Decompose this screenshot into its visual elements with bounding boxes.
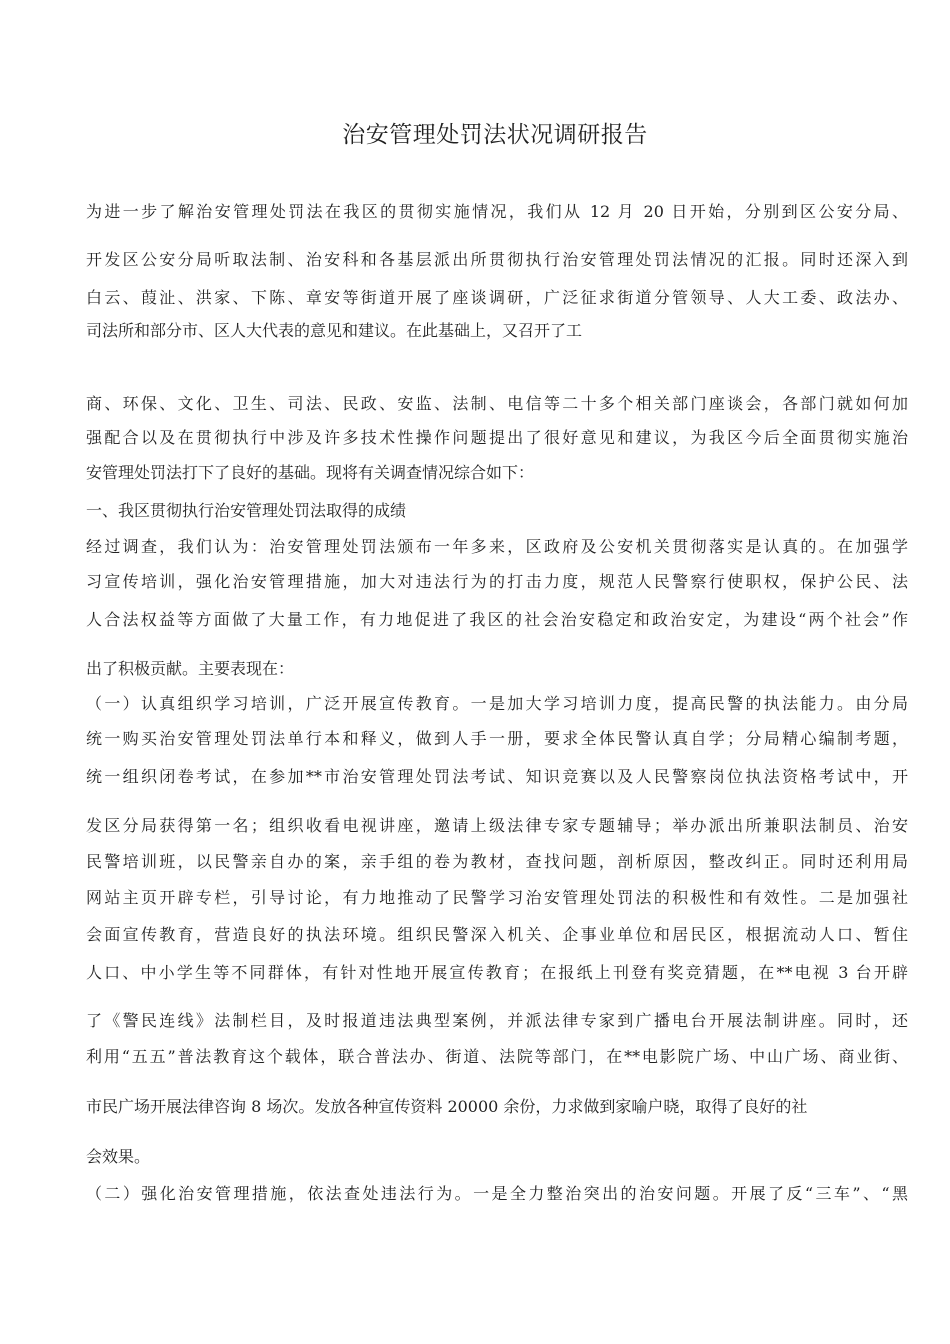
paragraph-line: 安管理处罚法打下了良好的基础。现将有关调查情况综合如下： bbox=[86, 463, 535, 482]
paragraph-line: （一）认真组织学习培训，广泛开展宣传教育。一是加大学习培训力度，提高民警的执法能力。由分局 bbox=[86, 694, 908, 713]
paragraph-line: 开发区公安分局听取法制、治安科和各基层派出所贯彻执行治安管理处罚法情况的汇报。同时还深入到 bbox=[86, 250, 908, 269]
paragraph-line: 网站主页开辟专栏，引导讨论，有力地推动了民警学习治安管理处罚法的积极性和有效性。二是加强社 bbox=[86, 888, 908, 907]
paragraph-line: 习宣传培训，强化治安管理措施，加大对违法行为的打击力度，规范人民警察行使职权，保护公民、法 bbox=[86, 572, 908, 591]
paragraph-line: 人合法权益等方面做了大量工作，有力地促进了我区的社会治安稳定和政治安定，为建设“两个社会”作 bbox=[86, 610, 908, 629]
paragraph-line: 统一购买治安管理处罚法单行本和释义，做到人手一册，要求全体民警认真自学；分局精心编制考题， bbox=[86, 729, 908, 748]
paragraph-line: 市民广场开展法律咨询 8 场次。发放各种宣传资料 20000 余份，力求做到家喻户晓，取得了良好的社 bbox=[86, 1097, 808, 1116]
paragraph-line: 商、环保、文化、卫生、司法、民政、安监、法制、电信等二十多个相关部门座谈会，各部门就如何加 bbox=[86, 394, 908, 413]
paragraph-line: 经过调查，我们认为：治安管理处罚法颁布一年多来，区政府及公安机关贯彻落实是认真的。在加强学 bbox=[86, 537, 908, 556]
paragraph-line: 利用“五五”普法教育这个载体，联合普法办、街道、法院等部门，在**电影院广场、中山广场、商业街、 bbox=[86, 1047, 908, 1066]
section-heading: 一、我区贯彻执行治安管理处罚法取得的成绩 bbox=[86, 501, 407, 520]
paragraph-line: 司法所和部分市、区人大代表的意见和建议。在此基础上，又召开了工 bbox=[86, 321, 583, 340]
paragraph-line: 人口、中小学生等不同群体，有针对性地开展宣传教育；在报纸上刊登有奖竞猜题，在**电视 3 台开辟 bbox=[86, 963, 908, 982]
paragraph-line: 强配合以及在贯彻执行中涉及许多技术性操作问题提出了很好意见和建议，为我区今后全面贯彻实施治 bbox=[86, 428, 908, 447]
paragraph-line: 民警培训班，以民警亲自办的案，亲手组的卷为教材，查找问题，剖析原因，整改纠正。同时还利用局 bbox=[86, 852, 908, 871]
paragraph-line: 出了积极贡献。主要表现在： bbox=[86, 659, 295, 678]
paragraph-line: 统一组织闭卷考试，在参加**市治安管理处罚法考试、知识竞赛以及人民警察岗位执法资格考试中，开 bbox=[86, 767, 908, 786]
paragraph-line: 发区分局获得第一名；组织收看电视讲座，邀请上级法律专家专题辅导；举办派出所兼职法制员、治安 bbox=[86, 816, 908, 835]
paragraph-line: 会面宣传教育，营造良好的执法环境。组织民警深入机关、企事业单位和居民区，根据流动人口、暂住 bbox=[86, 925, 908, 944]
paragraph-line: 会效果。 bbox=[86, 1147, 151, 1166]
paragraph-line: 白云、葭沚、洪家、下陈、章安等街道开展了座谈调研，广泛征求街道分管领导、人大工委、政法办、 bbox=[86, 288, 908, 307]
paragraph-line: 为进一步了解治安管理处罚法在我区的贯彻实施情况，我们从 12 月 20 日开始，分别到区公安分局、 bbox=[86, 202, 908, 221]
paragraph-line: 了《警民连线》法制栏目，及时报道违法典型案例，并派法律专家到广播电台开展法制讲座。同时，还 bbox=[86, 1011, 908, 1030]
paragraph-line: （二）强化治安管理措施，依法查处违法行为。一是全力整治突出的治安问题。开展了反“三车”、“黑 bbox=[86, 1184, 908, 1203]
document-title: 治安管理处罚法状况调研报告 bbox=[342, 122, 648, 148]
